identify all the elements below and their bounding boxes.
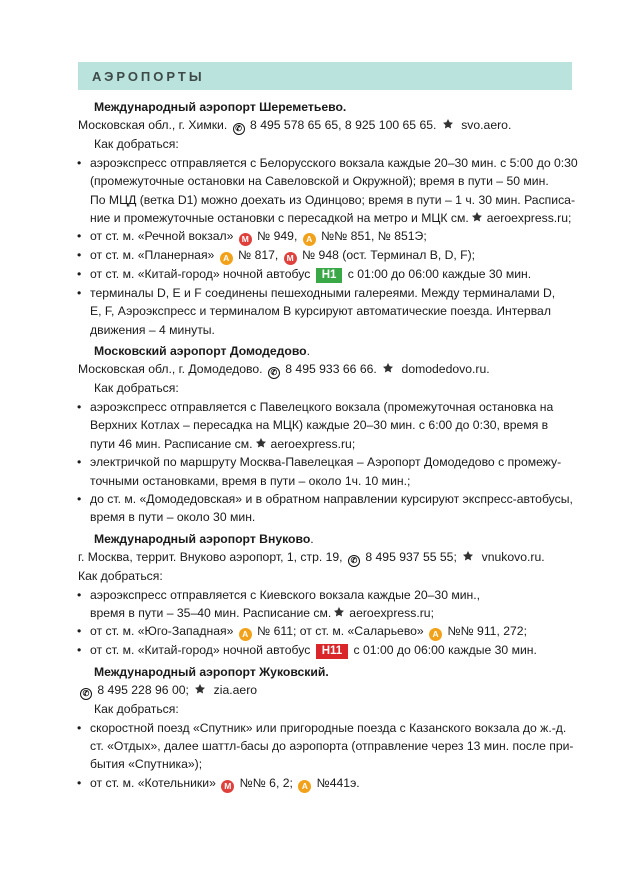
website-link[interactable]: domodedovo.ru. [401,362,490,377]
website-link[interactable]: zia.aero [213,683,258,698]
item-line: • скоростной поезд «Спутник» или пригородные поезда с Казанского вокзала до ж.-д. [90,720,567,735]
list-item [78,398,578,453]
list-item [78,284,578,339]
item-line: Верхних Котлах – пересадка на МЦК) каждые 20–30 мин. с 6:00 до 0:30, время в [90,418,549,433]
list-item [78,586,578,623]
airport-vnukovo [78,530,578,660]
airport-title-text: Международный аэропорт Внуково [94,531,311,546]
phone-numbers: 8 495 937 55 55; [365,550,457,565]
address: Московская обл., г. Домодедово. [78,362,263,377]
airport-contacts [78,548,578,567]
item-text: от ст. м. «Речной вокзал» [90,229,234,244]
item-line: • аэроэкспресс отправляется с Киевского вокзала каждые 20–30 мин., [90,587,481,602]
route-number: №№ 6, 2; [239,775,293,790]
item-text: от ст. м. «Планерная» [90,248,215,263]
section-header [78,62,572,90]
airport-title-text: Московский аэропорт Домодедово [94,344,307,359]
metro-icon: М [239,233,252,246]
website-link[interactable]: vnukovo.ru. [481,550,545,565]
route-number: № 611; от ст. м. «Саларьево» [257,624,424,639]
website-link[interactable]: aeroexpress.ru; [349,605,434,620]
directions-list [78,398,578,527]
item-line: точными остановками, время в пути – около 1ч. 10 мин.; [90,473,411,488]
list-item [78,246,578,265]
item-line: время в пути – около 30 мин. [90,510,256,525]
how-to-label: Как добраться: [94,137,179,152]
item-line: движения – 4 минуты. [90,322,215,337]
bus-icon: А [429,628,442,641]
airports-content [78,98,578,793]
route-number: №№ 851, № 851Э; [321,229,427,244]
directions-list [78,586,578,660]
list-item [78,641,578,659]
bus-icon: А [239,628,252,641]
website-link[interactable]: aeroexpress.ru; [270,436,356,451]
item-line: • аэроэкспресс отправляется с Павелецкого вокзала (промежуточная остановка на [90,399,554,414]
airport-contacts [78,116,578,135]
item-line [90,435,578,453]
item-text: от ст. м. «Юго-Западная» [90,624,234,639]
night-bus-badge: Н11 [316,644,348,659]
bus-icon: А [220,252,233,265]
list-item [78,154,578,228]
route-number: №№ 911, 272; [447,624,527,639]
item-text: ние и промежуточные остановки с пересадкой на метро и МЦК см. [90,211,469,226]
phone-icon: ✆ [348,555,360,567]
route-number: № 949, [257,229,298,244]
phone-numbers: 8 495 933 66 66. [285,362,377,377]
item-text: от ст. м. «Китай-город» ночной автобус [90,643,311,658]
airport-title: Международный аэропорт Жуковский. [94,664,329,679]
item-text: время в пути – 35–40 мин. Расписание см. [90,605,332,620]
section-title: АЭРОПОРТЫ [92,68,205,84]
airport-title: Международный аэропорт Шереметьево. [94,100,347,114]
item-line: • терминалы D, E и F соединены пешеходными галереями. Между терминалами D, [90,285,556,300]
item-line: бытия «Спутника»); [90,757,203,772]
phone-icon: ✆ [80,688,92,700]
item-text: с 01:00 до 06:00 каждые 30 мин. [353,643,537,658]
airport-zhukovsky [78,663,578,793]
phone-icon: ✆ [233,123,245,135]
item-text: от ст. м. «Китай-город» ночной автобус [90,267,311,282]
bus-icon: А [303,233,316,246]
website-link[interactable]: aeroexpress.ru; [486,211,572,226]
item-line: • электричкой по маршруту Москва-Павелецкая – Аэропорт Домодедово с промежу- [90,455,562,470]
list-item [78,719,578,774]
address: г. Москва, террит. Внуково аэропорт, 1, стр. 19, [78,550,343,565]
airport-title: Международный аэропорт Внуково. [94,531,314,546]
airport-sheremetyevo [78,98,578,339]
route-number: №441э. [316,775,360,790]
website-icon [470,211,484,225]
website-icon [441,118,455,132]
phone-numbers: 8 495 228 96 00; [97,683,189,698]
item-text: от ст. м. «Котельники» [90,775,216,790]
website-icon [461,550,475,564]
item-line: • до ст. м. «Домодедовская» и в обратном направлении курсируют экспресс-автобусы, [90,491,573,506]
item-line: E, F, Аэроэкспресс и терминалом B курсируют автоматические поезда. Интервал [90,304,551,319]
address: Московская обл., г. Химки. [78,118,228,133]
list-item [78,774,578,793]
phone-numbers: 8 495 578 65 65, 8 925 100 65 65. [250,118,437,133]
how-to-label: Как добраться: [94,381,179,396]
list-item [78,490,578,527]
airport-contacts [78,681,578,700]
directions-list [78,154,578,339]
website-icon [381,362,395,376]
how-to-label: Как добраться: [78,569,163,584]
website-link[interactable]: svo.aero. [461,118,512,133]
item-text: с 01:00 до 06:00 каждые 30 мин. [347,267,532,282]
item-line [90,209,578,227]
airport-title: Московский аэропорт Домодедово. [94,344,310,359]
item-line [90,604,578,622]
phone-icon: ✆ [268,367,280,379]
night-bus-badge: Н1 [316,268,343,283]
bus-icon: А [298,780,311,793]
item-line: (промежуточные остановки на Савеловской и Окружной); время в пути – 50 мин. [90,174,549,189]
list-item [78,265,578,283]
item-line: ст. «Отдых», далее шаттл-басы до аэропорта (отправление через 13 мин. после при- [90,738,574,753]
list-item [78,622,578,641]
item-line: • аэроэкспресс отправляется с Белорусского вокзала каждые 20–30 мин. с 5:00 до 0:30 [90,155,578,170]
airport-contacts [78,360,578,379]
item-line: По МЦД (ветка D1) можно доехать из Одинцово; время в пути – 1 ч. 30 мин. Расписа- [90,192,576,207]
list-item [78,227,578,246]
metro-icon: М [221,780,234,793]
website-icon [332,606,346,620]
metro-icon: М [284,252,297,265]
directions-list [78,719,578,793]
route-number: № 948 (ост. Терминал B, D, F); [302,248,476,263]
route-number: № 817, [238,248,279,263]
how-to-label: Как добраться: [94,702,179,717]
item-text: пути 46 мин. Расписание см. [90,436,253,451]
website-icon [254,437,268,451]
list-item [78,453,578,490]
website-icon [193,683,207,697]
airport-domodedovo [78,342,578,527]
